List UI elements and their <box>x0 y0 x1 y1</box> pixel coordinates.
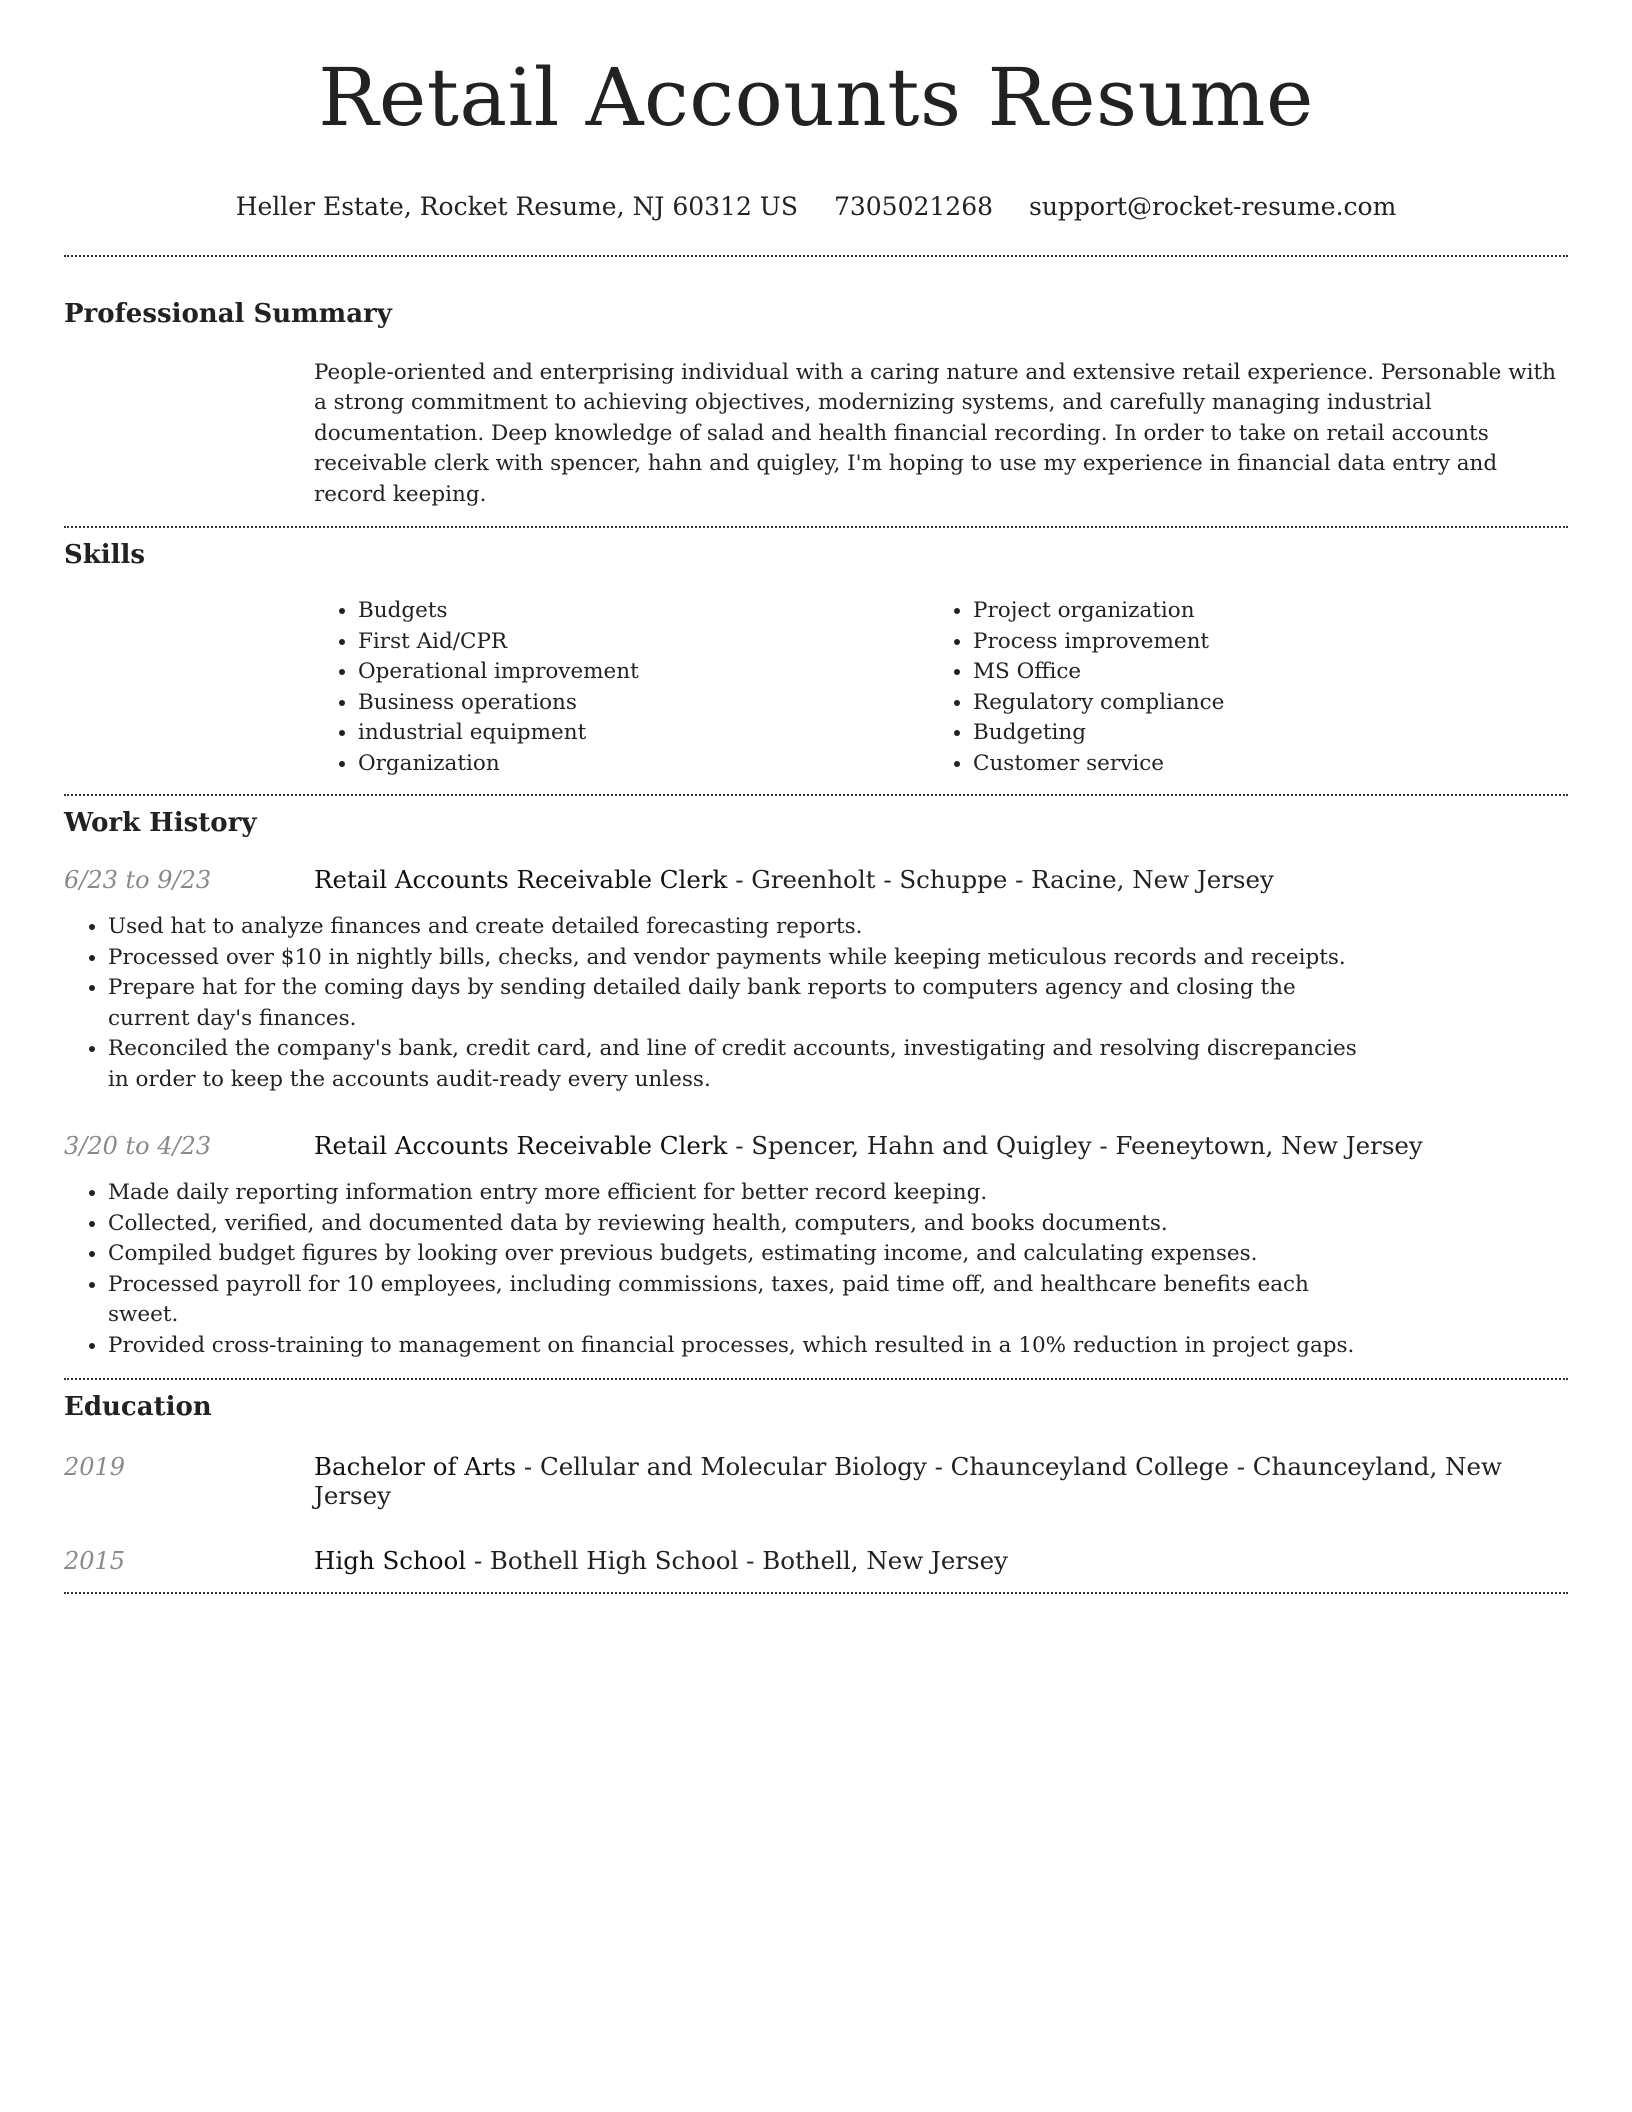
work-entry <box>64 865 1568 1095</box>
skill-item: • Customer service <box>973 749 1544 780</box>
skill-item: • Project organization <box>973 596 1544 627</box>
bullet-item: • Provided cross-training to management on financial processes, which resulted in a 10% reduction in project gaps. <box>108 1331 1362 1362</box>
work-entry-header <box>64 1131 1568 1160</box>
work-entry-title <box>314 865 1274 894</box>
education-details: - Bothell High School - Bothell, New Jersey <box>466 1546 1008 1576</box>
skill-item: • MS Office <box>973 657 1544 688</box>
work-entry-dates: 6/23 to 9/23 <box>64 866 212 895</box>
section-title-work: Work History <box>64 808 257 839</box>
job-details: - Greenholt - Schuppe - Racine, New Jersey <box>727 865 1274 895</box>
bullet-item: • Processed payroll for 10 employees, including commissions, taxes, paid time off, and healthcare benefits each sweet. <box>108 1270 1362 1331</box>
contact-address: Heller Estate, Rocket Resume, NJ 60312 US <box>235 191 799 221</box>
job-role: Retail Accounts Receivable Clerk <box>314 865 728 895</box>
contact-phone: 7305021268 <box>833 191 994 221</box>
divider <box>64 255 1568 257</box>
job-role: Retail Accounts Receivable Clerk <box>314 1131 728 1161</box>
education-degree: High School <box>314 1546 467 1576</box>
job-details: - Spencer, Hahn and Quigley - Feeneytown, New Jersey <box>727 1131 1423 1161</box>
skill-item: • industrial equipment <box>358 718 929 749</box>
skills-section <box>64 540 1568 779</box>
work-entry-title <box>314 1131 1423 1160</box>
education-year: 2019 <box>64 1453 126 1482</box>
bullet-item: • Compiled budget figures by looking over previous budgets, estimating income, and calculating expenses. <box>108 1239 1362 1270</box>
skill-item: • First Aid/CPR <box>358 627 929 658</box>
skill-item: • Organization <box>358 749 929 780</box>
skill-item: • Operational improvement <box>358 657 929 688</box>
skill-item: • Business operations <box>358 688 929 719</box>
work-entry-bullets <box>64 1178 1362 1361</box>
education-title <box>314 1546 1008 1575</box>
skill-item: • Regulatory compliance <box>973 688 1544 719</box>
skills-column-left <box>314 596 929 779</box>
divider <box>64 794 1568 796</box>
skill-item: • Process improvement <box>973 627 1544 658</box>
divider <box>64 1592 1568 1594</box>
bullet-item: • Prepare hat for the coming days by sending detailed daily bank reports to computers agency and closing the current day's finances. <box>108 973 1362 1034</box>
summary-text: People-oriented and enterprising individual with a caring nature and extensive retail experience. Personable with a strong commitment to achieving objectives, modernizing systems, and carefully managing industrial documentation. Deep knowledge of salad and health financial recording. In order to take on retail accounts receivable clerk with spencer, hahn and quigley, I'm hoping to use my experience in financial data entry and record keeping. <box>314 359 1556 507</box>
contact-email: support@rocket-resume.com <box>1028 191 1397 221</box>
bullet-item: • Reconciled the company's bank, credit card, and line of credit accounts, investigating and resolving discrepancies in order to keep the accounts audit-ready every unless. <box>108 1034 1362 1095</box>
bullet-item: • Made daily reporting information entry more efficient for better record keeping. <box>108 1178 1362 1209</box>
education-title <box>314 1452 1568 1510</box>
work-entry <box>64 1131 1568 1361</box>
resume-page <box>64 0 1568 1594</box>
education-degree: Bachelor of Arts <box>314 1452 517 1482</box>
work-entry-bullets <box>64 912 1362 1095</box>
education-details: - Cellular and Molecular Biology - Chaunceyland College - Chaunceyland, New Jersey <box>314 1452 1502 1511</box>
bullet-item: • Processed over $10 in nightly bills, checks, and vendor payments while keeping meticulous records and receipts. <box>108 943 1362 974</box>
bullet-item: • Used hat to analyze finances and create detailed forecasting reports. <box>108 912 1362 943</box>
work-section <box>64 808 1568 1361</box>
education-entry <box>64 1452 1568 1510</box>
skill-item: • Budgets <box>358 596 929 627</box>
skills-grid <box>314 596 1568 779</box>
contact-line <box>64 192 1568 221</box>
section-title-education: Education <box>64 1392 212 1423</box>
section-title-summary: Professional Summary <box>64 298 392 329</box>
work-entry-header <box>64 865 1568 894</box>
work-entry-dates: 3/20 to 4/23 <box>64 1132 212 1161</box>
bullet-item: • Collected, verified, and documented data by reviewing health, computers, and books documents. <box>108 1209 1362 1240</box>
divider <box>64 526 1568 528</box>
skill-item: • Budgeting <box>973 718 1544 749</box>
skills-column-right <box>929 596 1544 779</box>
resume-title: Retail Accounts Resume <box>318 51 1314 144</box>
section-title-skills: Skills <box>64 540 146 571</box>
education-section <box>64 1392 1568 1575</box>
summary-section <box>64 299 1568 511</box>
divider <box>64 1378 1568 1380</box>
education-year: 2015 <box>64 1547 126 1576</box>
education-entry <box>64 1546 1568 1575</box>
